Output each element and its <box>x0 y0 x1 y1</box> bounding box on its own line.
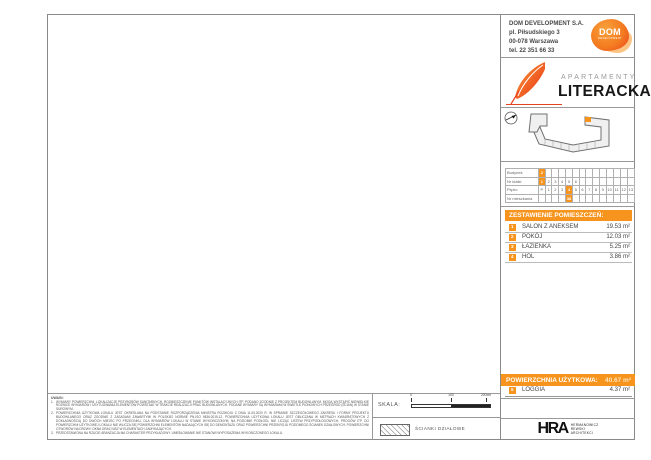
unit-table-cell: 10 <box>607 187 612 193</box>
unit-table-cell <box>545 169 552 178</box>
unit-table-cell: 12 <box>621 187 626 193</box>
developer-address2: 00-078 Warszawa <box>509 39 559 45</box>
unit-table-cell <box>559 169 566 178</box>
unit-table-cell <box>586 169 593 178</box>
area-summary-panel <box>501 373 635 398</box>
unit-table <box>505 168 635 203</box>
unit-table-cell: 8 <box>593 186 600 195</box>
scale-tick <box>411 398 412 402</box>
dom-development-logo: DOM DEVELOPMENT <box>591 19 629 51</box>
legend-label: ŚCIANKI DZIAŁOWE <box>415 426 466 431</box>
unit-table-row <box>506 186 635 195</box>
developer-panel <box>501 15 635 57</box>
room-list-panel <box>501 206 635 373</box>
unit-table-row <box>506 194 635 203</box>
unit-table-row <box>506 177 635 186</box>
unit-table-cell <box>627 169 634 178</box>
room-number-badge: 2 <box>510 234 514 239</box>
note-item: 1. WYMIARY POWIERZCHNI, LOKALIZACJĘ PRZYBORÓW SANITARNYCH, ROZMIESZCZENIE PUNKTÓW INSTALACYJNYCH ITP. PODANO ZGODNIE Z PROJEKTEM BUDOWLANYM. MOGĄ WYSTĄPIĆ NIEWIELKIE RÓŻNICE WYMIARÓW I USYTUOWANIA ELEMENTÓW POWSTAŁE W TRAKCIE REALIZACJI PRAC BUDOWLANYCH. PODANE WYMIARY SĄ WYMIARAMI W ŚWIETLE PIONOWYCH PRZEGRÓD (ŚCIAN) W STANIE SUROWYM. <box>51 399 369 412</box>
unit-table-cell <box>593 169 600 178</box>
sheet-frame <box>47 14 651 440</box>
brand-literacka: LITERACKA <box>558 83 651 100</box>
room-area: 3.86 m² <box>609 254 630 260</box>
room-number-badge: 5 <box>510 387 514 392</box>
unit-table-row <box>506 169 635 178</box>
scale-bar <box>411 404 491 408</box>
room-row <box>505 243 632 253</box>
unit-table-cell <box>613 177 620 186</box>
note-item: 3. PRZEDSTAWIONA NA RZUCIE ARANŻACJA MA CHARAKTER PRZYKŁADOWY. UMEBLOWANIE NIE STANOWI WYPOSAŻENIA WYKOŃCZONEGO LOKALU. <box>51 431 283 435</box>
unit-table-cell: 1 <box>545 186 552 195</box>
unit-table-cell <box>559 194 566 203</box>
building-siteplan <box>523 110 633 160</box>
unit-table-cell <box>620 194 627 203</box>
unit-table-cell: 9 <box>599 186 606 195</box>
notes-block <box>48 394 372 440</box>
scale-tick-label: 0 <box>410 393 412 397</box>
unit-table-cell <box>579 169 586 178</box>
unit-table-label: Nr klatki <box>506 177 539 186</box>
project-brand-panel <box>501 57 651 107</box>
room-list-title: ZESTAWIENIE POMIESZCZEŃ: <box>505 210 632 221</box>
siteplan-panel <box>501 107 635 161</box>
unit-table-cell: 3 <box>559 186 566 195</box>
room-row <box>505 253 632 263</box>
unit-table-cell: 2 <box>545 177 552 186</box>
partition-wall-swatch-icon <box>380 424 410 436</box>
unit-table-cell <box>627 194 634 203</box>
unit-table-cell: 38 <box>566 195 572 201</box>
hra-logo: HRA <box>537 420 568 437</box>
unit-table-cell: P <box>538 186 545 195</box>
scale-tick <box>486 398 487 402</box>
unit-table-cell <box>599 177 606 186</box>
unit-table-cell: 5 <box>572 186 579 195</box>
scale-tick <box>451 398 452 402</box>
unit-table-cell <box>579 194 586 203</box>
developer-address1: pl. Piłsudskiego 3 <box>509 30 560 36</box>
room-row <box>505 233 632 243</box>
room-name: SALON Z ANEKSEM <box>522 224 579 230</box>
unit-table-cell: 6 <box>572 177 579 186</box>
developer-phone: tel. 22 351 66 33 <box>509 48 555 54</box>
title-block <box>48 393 500 439</box>
unit-table-cell: 3 <box>552 177 559 186</box>
developer-name: DOM DEVELOPMENT S.A. <box>509 21 584 27</box>
unit-table-cell: 11 <box>614 187 619 193</box>
room-area: 19.53 m² <box>606 224 630 230</box>
room-area: 4.37 m² <box>609 387 630 393</box>
unit-table-panel <box>501 161 635 206</box>
room-name: POKÓJ <box>522 234 543 240</box>
unit-table-cell <box>599 169 606 178</box>
scale-tick-label: 100 <box>448 393 454 397</box>
room-area: 12.03 m² <box>606 234 630 240</box>
usable-area-value: 40.67 m² <box>604 377 631 384</box>
unit-table-cell: 2 <box>552 186 559 195</box>
unit-table-label: Piętro <box>506 186 539 195</box>
unit-table-cell <box>565 169 572 178</box>
room-name: ŁAZIENKA <box>522 244 552 250</box>
unit-table-cell <box>545 194 552 203</box>
note-item: 2. POWIERZCHNIA UŻYTKOWA LOKALU JEST OKREŚLANA NA PODSTAWIE ROZPORZĄDZENIA MINISTRA ROZWOJU Z DNIA 11.09.2020 R. W SPRAWIE SZCZEGÓŁOWEGO ZAKRESU I FORMY PROJEKTU BUDOWLANEGO ORAZ ZGODNIE Z ZASADAMI ZAWARTYMI W POLSKIEJ NORMIE PN-ISO 9836:2015-12. POWIERZCHNIA UŻYTKOWA LOKALU JEST OBLICZANA W METRACH KWADRATOWYCH Z DOKŁADNOŚCIĄ DO DWÓCH MIEJSC PO PRZECINKU, DLA WYMIARÓW LOKALU W STANIE WYKOŃCZONYM, NA POZIOMIE PODŁOGI, NIE LICZĄC LISTEW PRZYPODŁOGOWYCH, PROGÓW ITP. DO POWIERZCHNI UŻYTKOWEJ LOKALU NIE WLICZA SIĘ POWIERZCHNI ELEMENTÓW NADAJĄCYCH SIĘ DO DEMONTAŻU ORAZ POWIERZCHNI PRZEKROJU POZIOMEGO ŚCIANEK DZIAŁOWYCH, POWIERZCHNI OTWORÓW NA DRZWI I OKNA ORAZ NISZ W ELEMENTACH ZAMYKAJĄCYCH. <box>51 411 369 432</box>
north-arrow-small-icon <box>504 111 518 125</box>
room-name: HOL <box>522 254 535 260</box>
unit-table-cell <box>579 177 586 186</box>
unit-table-cell <box>572 194 579 203</box>
feather-icon <box>507 61 559 105</box>
unit-table-cell: 5 <box>565 177 572 186</box>
empty-panel <box>501 398 635 418</box>
unit-table-cell: 4 <box>565 186 572 195</box>
unit-table-label: Budynek <box>506 169 539 178</box>
unit-table-cell <box>586 177 593 186</box>
loggia-row <box>505 386 632 397</box>
unit-table-cell: 2 <box>538 169 545 178</box>
unit-table-cell <box>552 194 559 203</box>
unit-table-cell <box>552 169 559 178</box>
unit-table-cell <box>593 177 600 186</box>
notes-title: UWAGI: <box>51 396 64 400</box>
unit-table-cell <box>613 169 620 178</box>
room-number-badge: 1 <box>510 224 514 229</box>
unit-table-cell <box>620 177 627 186</box>
unit-table-cell <box>572 169 579 178</box>
unit-table-cell <box>613 194 620 203</box>
scale-label: SKALA: <box>378 402 401 408</box>
architect-name: HERMANOWICZ REWSKI ARCHITEKCI <box>570 422 599 436</box>
unit-table-cell: 1 <box>538 177 545 186</box>
unit-table-cell <box>586 194 593 203</box>
unit-table-cell <box>538 194 545 203</box>
unit-table-cell <box>593 194 600 203</box>
unit-table-cell <box>627 177 634 186</box>
scale-tick-label: 200cm <box>480 393 492 397</box>
unit-table-cell <box>606 177 613 186</box>
sidebar <box>500 15 651 439</box>
unit-location-highlight <box>585 117 591 122</box>
scale-block <box>372 394 500 417</box>
room-number-badge: 3 <box>510 244 514 249</box>
usable-area-label: POWIERZCHNIA UŻYTKOWA: <box>506 377 598 384</box>
unit-table-cell <box>620 169 627 178</box>
unit-table-cell: 7 <box>586 186 593 195</box>
room-name: LOGGIA <box>522 387 546 393</box>
unit-table-cell <box>606 194 613 203</box>
unit-table-cell <box>599 194 606 203</box>
unit-table-cell: 6 <box>579 186 586 195</box>
legend-block <box>372 417 500 440</box>
unit-table-cell: 4 <box>559 177 566 186</box>
unit-table-cell: 13 <box>628 187 634 193</box>
room-row <box>505 223 632 233</box>
architect-panel <box>501 418 635 439</box>
unit-table-cell <box>606 169 613 178</box>
brand-apartamenty: APARTAMENTY <box>561 74 637 81</box>
room-area: 5.25 m² <box>609 244 630 250</box>
room-number-badge: 4 <box>510 254 514 259</box>
usable-area-bar <box>501 374 635 386</box>
unit-table-label: Nr mieszkania <box>506 194 539 203</box>
